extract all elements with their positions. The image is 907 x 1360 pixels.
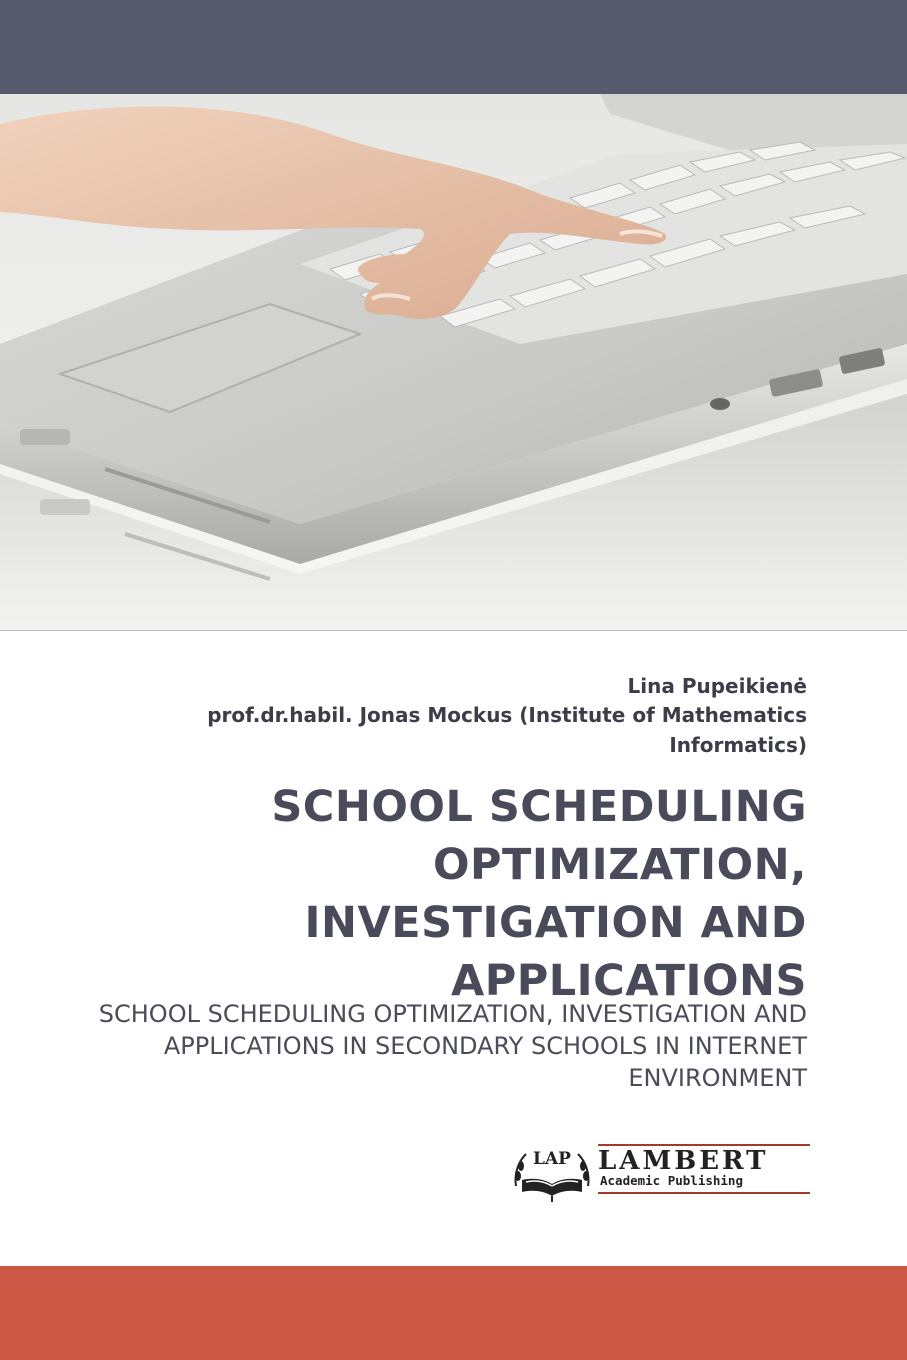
- publisher-name: LAMBERT: [598, 1146, 769, 1176]
- book-title: SCHOOL SCHEDULING OPTIMIZATION, INVESTIGATION AND APPLICATIONS: [271, 782, 807, 1006]
- publisher-subname: Academic Publishing: [600, 1173, 743, 1188]
- cover-photo: [0, 94, 907, 631]
- top-color-band: [0, 0, 907, 94]
- open-book-laurel-icon: [512, 1138, 592, 1204]
- author-primary: Lina Pupeikienė: [627, 674, 807, 698]
- publisher-rule-bottom: [598, 1192, 810, 1194]
- publisher-emblem-text: LAP: [533, 1149, 571, 1169]
- laptop-photo-illustration: [0, 94, 907, 630]
- publisher-logo: [512, 1138, 812, 1204]
- bottom-color-band: [0, 1266, 907, 1360]
- book-subtitle: SCHOOL SCHEDULING OPTIMIZATION, INVESTIGATION AND APPLICATIONS IN SECONDARY SCHOOLS IN INTERNET ENVIRONMENT: [98, 1000, 807, 1092]
- author-secondary: prof.dr.habil. Jonas Mockus (Institute of Mathematics Informatics): [207, 703, 807, 757]
